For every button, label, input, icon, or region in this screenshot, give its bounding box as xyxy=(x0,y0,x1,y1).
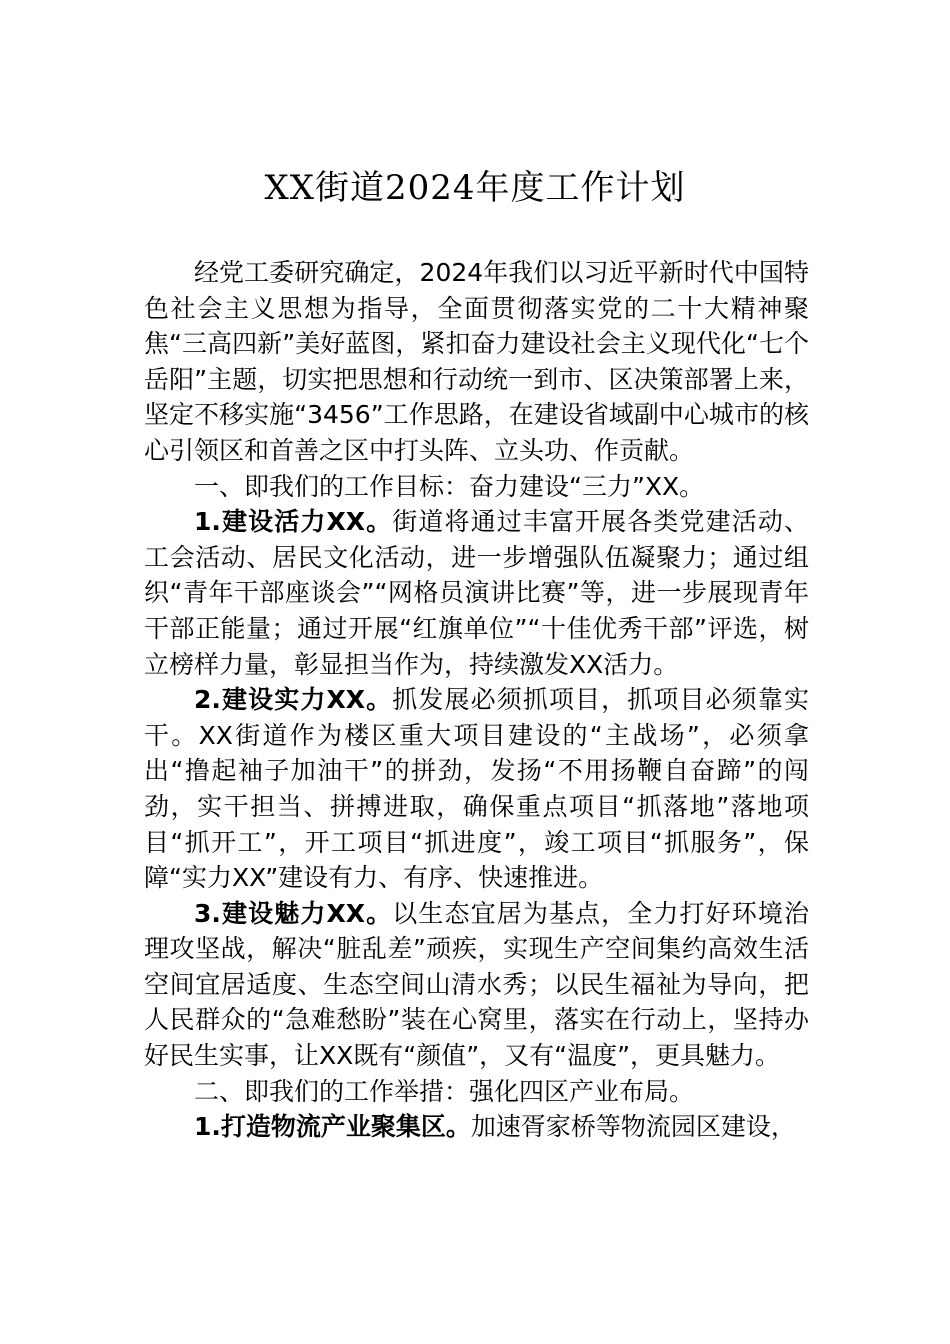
paragraph-text: 以生态宜居为基点，全力打好环境治理攻坚战，解决“脏乱差”顽疾，实现生产空间集约高效生活空间宜居适度、生态空间山清水秀；以民生福祉为导向，把人民群众的“急难愁盼”装在心窝里，落实在行动上，坚持办好民生实事，让XX既有“颜值”，又有“温度”，更具魅力。 xyxy=(144,898,809,1071)
goal-paragraph-charm xyxy=(144,896,809,1074)
goal-paragraph-vitality xyxy=(144,504,809,682)
paragraph-text: 二、即我们的工作举措：强化四区产业布局。 xyxy=(194,1076,695,1106)
section-heading-goals xyxy=(144,469,809,505)
paragraph-text: 抓发展必须抓项目，抓项目必须靠实干。XX街道作为楼区重大项目建设的“主战场”，必须拿出“撸起袖子加油干”的拼劲，发扬“不用扬鞭自奋蹄”的闯劲，实干担当、拼搏进取，确保重点项目“抓落地”落地项目“抓开工”，开工项目“抓进度”，竣工项目“抓服务”，保障“实力XX”建设有力、有序、快速推进。 xyxy=(144,685,809,893)
document-body xyxy=(144,255,809,1145)
paragraph-text: 一、即我们的工作目标：奋力建设“三力”XX。 xyxy=(194,471,705,501)
intro-paragraph xyxy=(144,255,809,469)
paragraph-text: 加速胥家桥等物流园区建设， xyxy=(470,1112,796,1142)
goal-paragraph-strength xyxy=(144,682,809,896)
paragraph-lead: 1.建设活力XX。 xyxy=(194,507,393,537)
paragraph-lead: 2.建设实力XX。 xyxy=(194,685,393,715)
paragraph-lead: 3.建设魅力XX。 xyxy=(194,898,393,928)
measure-paragraph-logistics xyxy=(144,1109,809,1145)
document-title: XX街道2024年度工作计划 xyxy=(264,168,686,208)
paragraph-text: 街道将通过丰富开展各类党建活动、工会活动、居民文化活动，进一步增强队伍凝聚力；通过组织“青年干部座谈会”“网格员演讲比赛”等，进一步展现青年干部正能量；通过开展“红旗单位”“十佳优秀干部”评选，树立榜样力量，彰显担当作为，持续激发XX活力。 xyxy=(144,507,809,679)
paragraph-lead: 1.打造物流产业聚集区。 xyxy=(194,1112,471,1142)
section-heading-measures xyxy=(144,1074,809,1110)
paragraph-text: 经党工委研究确定，2024年我们以习近平新时代中国特色社会主义思想为指导，全面贯彻落实党的二十大精神聚焦“三高四新”美好蓝图，紧扣奋力建设社会主义现代化“七个岳阳”主题，切实把思想和行动统一到市、区决策部署上来，坚定不移实施“3456”工作思路，在建设省域副中心城市的核心引领区和首善之区中打头阵、立头功、作贡献。 xyxy=(144,258,809,465)
